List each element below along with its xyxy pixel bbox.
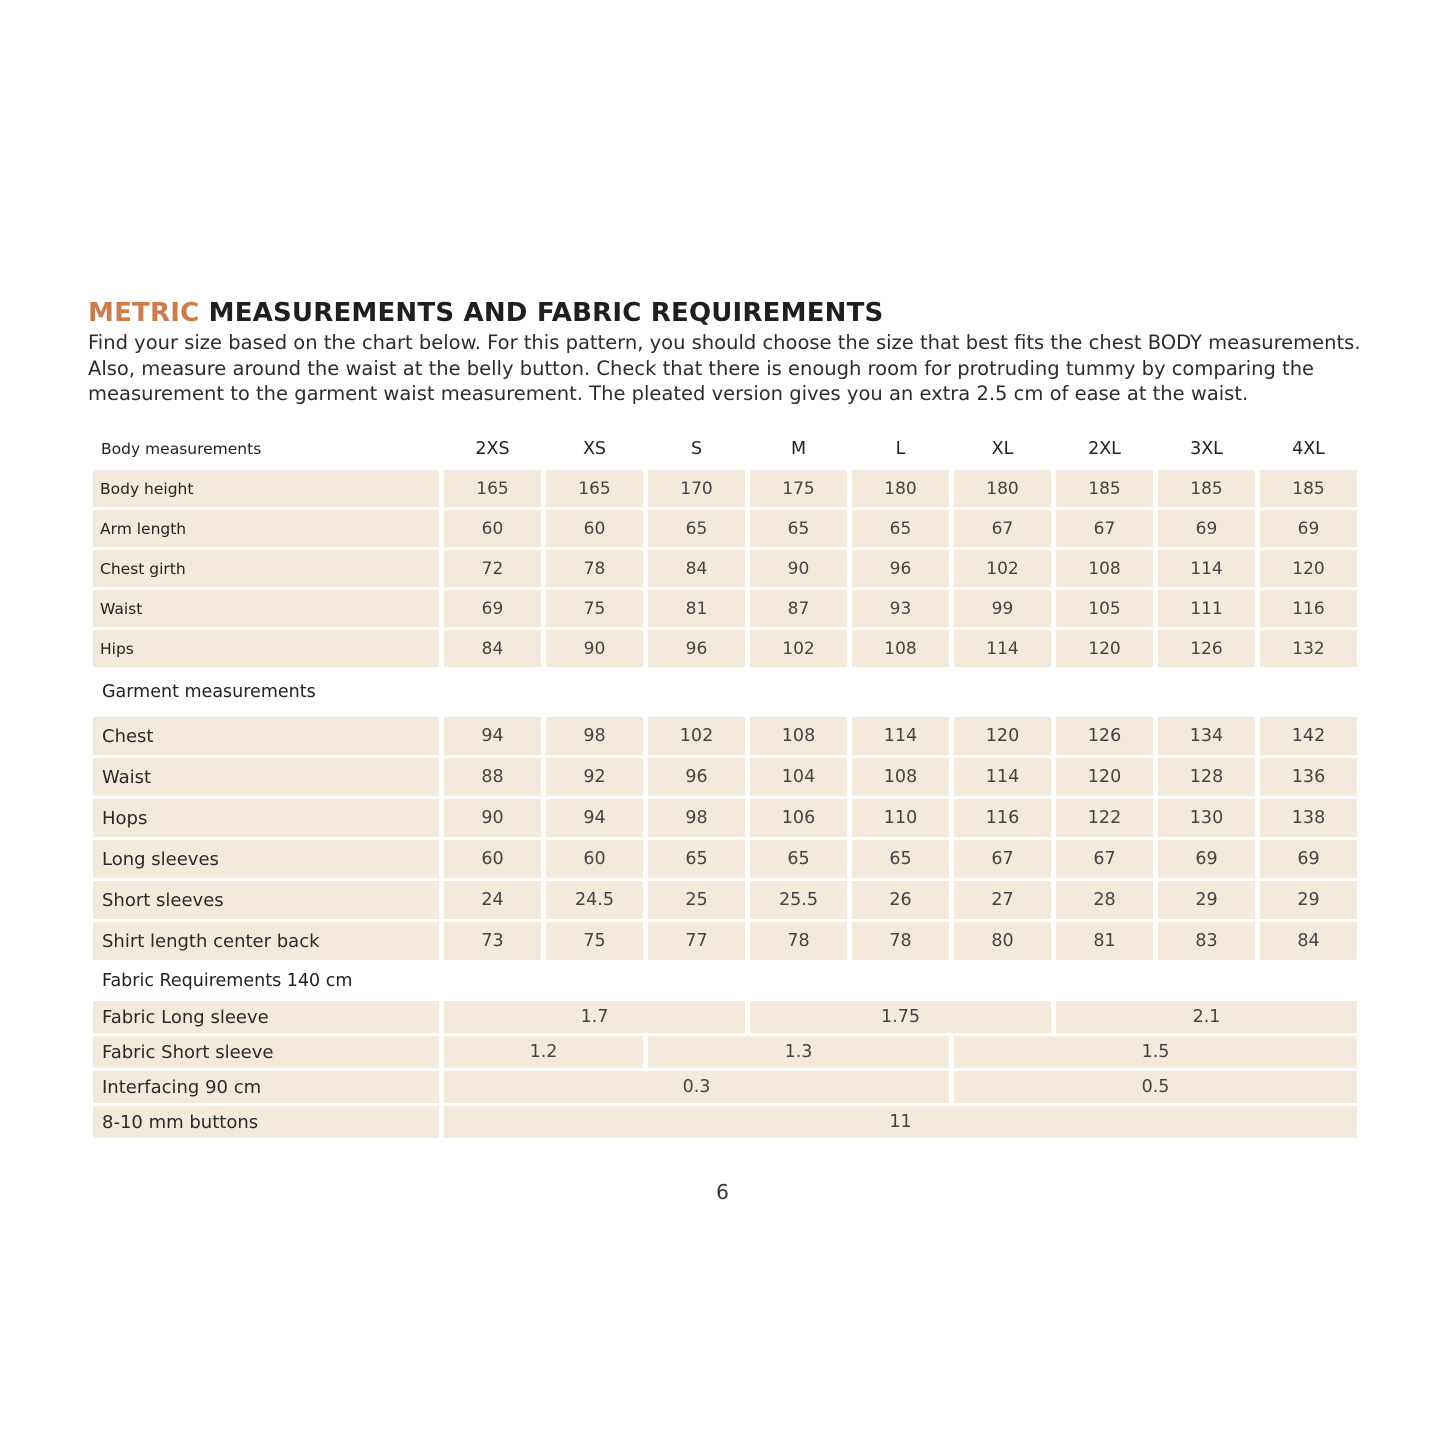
intro-paragraph: Find your size based on the chart below. For this pattern, you should choose the size that best fits the chest BODY measurements. Also, measure around the waist at the belly button. Check that there is enough room for protruding tummy by comparing the measurement to the garment waist measurement. The pleated version gives you an extra 2.5 cm of ease at the waist. [88, 331, 1361, 405]
table-cell: 102 [954, 550, 1051, 587]
table-cell: 108 [852, 630, 949, 667]
table-cell: 29 [1260, 881, 1357, 919]
garment-row-waist [93, 758, 1357, 796]
table-cell: 81 [1056, 922, 1153, 960]
row-label: Interfacing 90 cm [93, 1071, 439, 1103]
table-cell: 69 [1158, 510, 1255, 547]
garment-row-shirt-length-center-back [93, 922, 1357, 960]
table-cell: 128 [1158, 758, 1255, 796]
page-title [88, 298, 883, 328]
fabric-row-2 [93, 1071, 1357, 1103]
table-cell: 67 [954, 840, 1051, 878]
table-cell: 120 [1056, 630, 1153, 667]
table-cell: 78 [852, 922, 949, 960]
table-cell: 114 [1158, 550, 1255, 587]
table-cell: 126 [1056, 717, 1153, 755]
body-measurements-heading: Body measurements [101, 440, 262, 458]
table-cell: 114 [954, 630, 1051, 667]
table-cell: 96 [648, 758, 745, 796]
fabric-value-cell: 1.75 [750, 1001, 1051, 1033]
table-cell: 75 [546, 590, 643, 627]
body-row-hips [93, 630, 1357, 667]
row-label: 8-10 mm buttons [93, 1106, 439, 1138]
row-label: Chest girth [93, 550, 439, 587]
table-cell: 105 [1056, 590, 1153, 627]
table-cell: 73 [444, 922, 541, 960]
table-cell: 96 [852, 550, 949, 587]
table-cell: 104 [750, 758, 847, 796]
table-cell: 108 [1056, 550, 1153, 587]
table-cell: 94 [546, 799, 643, 837]
table-cell: 60 [444, 840, 541, 878]
fabric-value-cell: 1.5 [954, 1036, 1357, 1068]
table-cell: 69 [444, 590, 541, 627]
table-cell: 136 [1260, 758, 1357, 796]
table-cell: 185 [1056, 470, 1153, 507]
fabric-value-cell: 11 [444, 1106, 1357, 1138]
garment-row-short-sleeves [93, 881, 1357, 919]
table-cell: 98 [648, 799, 745, 837]
table-cell: 122 [1056, 799, 1153, 837]
size-header-xl: XL [991, 439, 1014, 459]
table-cell: 102 [648, 717, 745, 755]
row-label: Fabric Long sleeve [93, 1001, 439, 1033]
table-cell: 134 [1158, 717, 1255, 755]
table-cell: 72 [444, 550, 541, 587]
garment-row-long-sleeves [93, 840, 1357, 878]
table-cell: 60 [546, 510, 643, 547]
size-header-m: M [790, 439, 807, 459]
fabric-requirements-heading: Fabric Requirements 140 cm [102, 970, 353, 991]
table-cell: 81 [648, 590, 745, 627]
table-cell: 78 [546, 550, 643, 587]
table-cell: 69 [1260, 510, 1357, 547]
table-cell: 96 [648, 630, 745, 667]
row-label: Body height [93, 470, 439, 507]
row-label: Arm length [93, 510, 439, 547]
table-cell: 29 [1158, 881, 1255, 919]
table-cell: 24.5 [546, 881, 643, 919]
size-header-l: L [895, 439, 906, 459]
table-cell: 120 [954, 717, 1051, 755]
table-cell: 106 [750, 799, 847, 837]
table-cell: 65 [750, 510, 847, 547]
table-cell: 130 [1158, 799, 1255, 837]
size-header-4xl: 4XL [1292, 439, 1325, 459]
row-label: Chest [93, 717, 439, 755]
table-cell: 94 [444, 717, 541, 755]
table-cell: 27 [954, 881, 1051, 919]
table-cell: 111 [1158, 590, 1255, 627]
table-cell: 77 [648, 922, 745, 960]
table-cell: 93 [852, 590, 949, 627]
table-cell: 114 [852, 717, 949, 755]
size-header-2xs: 2XS [475, 439, 510, 459]
size-header-3xl: 3XL [1190, 439, 1223, 459]
table-cell: 170 [648, 470, 745, 507]
table-cell: 26 [852, 881, 949, 919]
table-cell: 90 [546, 630, 643, 667]
table-cell: 65 [852, 510, 949, 547]
row-label: Waist [93, 758, 439, 796]
size-header-2xl: 2XL [1088, 439, 1121, 459]
row-label: Fabric Short sleeve [93, 1036, 439, 1068]
row-label: Shirt length center back [93, 922, 439, 960]
table-cell: 25 [648, 881, 745, 919]
table-cell: 116 [954, 799, 1051, 837]
fabric-value-cell: 2.1 [1056, 1001, 1357, 1033]
table-cell: 65 [648, 510, 745, 547]
row-label: Waist [93, 590, 439, 627]
body-row-waist [93, 590, 1357, 627]
table-cell: 69 [1158, 840, 1255, 878]
table-cell: 114 [954, 758, 1051, 796]
table-cell: 108 [750, 717, 847, 755]
table-cell: 126 [1158, 630, 1255, 667]
table-cell: 185 [1260, 470, 1357, 507]
table-cell: 84 [444, 630, 541, 667]
fabric-row-0 [93, 1001, 1357, 1033]
table-cell: 60 [444, 510, 541, 547]
table-cell: 165 [444, 470, 541, 507]
page-number: 6 [716, 1180, 729, 1204]
size-header-xs: XS [582, 439, 607, 459]
table-cell: 132 [1260, 630, 1357, 667]
table-cell: 65 [852, 840, 949, 878]
garment-section-row [93, 670, 1357, 714]
table-cell: 98 [546, 717, 643, 755]
body-row-body-height [93, 470, 1357, 507]
table-cell: 88 [444, 758, 541, 796]
row-label: Hops [93, 799, 439, 837]
table-cell: 165 [546, 470, 643, 507]
fabric-value-cell: 1.2 [444, 1036, 643, 1068]
table-cell: 67 [1056, 510, 1153, 547]
table-cell: 180 [852, 470, 949, 507]
table-cell: 28 [1056, 881, 1153, 919]
table-cell: 110 [852, 799, 949, 837]
table-cell: 69 [1260, 840, 1357, 878]
size-chart-table [88, 428, 1362, 1141]
size-header-s: S [690, 439, 703, 459]
table-cell: 25.5 [750, 881, 847, 919]
fabric-row-1 [93, 1036, 1357, 1068]
garment-row-chest [93, 717, 1357, 755]
table-cell: 99 [954, 590, 1051, 627]
table-cell: 84 [1260, 922, 1357, 960]
table-cell: 108 [852, 758, 949, 796]
fabric-section-row [93, 963, 1357, 998]
title-rest: MEASUREMENTS AND FABRIC REQUIREMENTS [208, 298, 884, 328]
table-cell: 90 [750, 550, 847, 587]
table-cell: 138 [1260, 799, 1357, 837]
body-row-chest-girth [93, 550, 1357, 587]
table-cell: 120 [1260, 550, 1357, 587]
table-cell: 65 [750, 840, 847, 878]
body-row-arm-length [93, 510, 1357, 547]
size-header-row [93, 431, 1357, 467]
table-cell: 78 [750, 922, 847, 960]
row-label: Hips [93, 630, 439, 667]
table-cell: 116 [1260, 590, 1357, 627]
row-label: Short sleeves [93, 881, 439, 919]
table-cell: 175 [750, 470, 847, 507]
table-cell: 84 [648, 550, 745, 587]
table-cell: 180 [954, 470, 1051, 507]
table-cell: 92 [546, 758, 643, 796]
table-cell: 24 [444, 881, 541, 919]
table-cell: 142 [1260, 717, 1357, 755]
table-cell: 120 [1056, 758, 1153, 796]
table-cell: 83 [1158, 922, 1255, 960]
table-cell: 75 [546, 922, 643, 960]
row-label: Long sleeves [93, 840, 439, 878]
table-cell: 60 [546, 840, 643, 878]
table-cell: 102 [750, 630, 847, 667]
fabric-value-cell: 1.7 [444, 1001, 745, 1033]
table-cell: 67 [1056, 840, 1153, 878]
table-cell: 90 [444, 799, 541, 837]
table-cell: 65 [648, 840, 745, 878]
table-cell: 80 [954, 922, 1051, 960]
size-chart-body [93, 431, 1357, 1138]
table-cell: 185 [1158, 470, 1255, 507]
fabric-value-cell: 0.5 [954, 1071, 1357, 1103]
title-accent: METRIC [88, 298, 200, 328]
fabric-value-cell: 0.3 [444, 1071, 949, 1103]
fabric-row-3 [93, 1106, 1357, 1138]
table-cell: 67 [954, 510, 1051, 547]
table-cell: 87 [750, 590, 847, 627]
fabric-value-cell: 1.3 [648, 1036, 949, 1068]
garment-measurements-heading: Garment measurements [102, 682, 316, 702]
garment-row-hops [93, 799, 1357, 837]
